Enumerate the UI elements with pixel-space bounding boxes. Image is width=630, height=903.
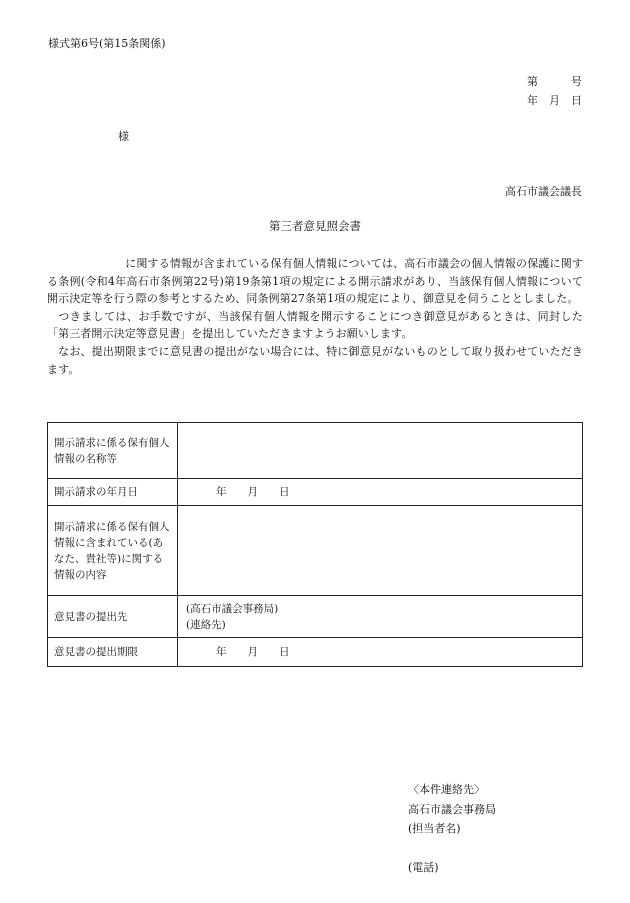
document-number-block: [527, 72, 582, 110]
deadline-date-value: 年 月 日: [216, 646, 290, 658]
body-paragraph-2: つきましては、お手数ですが、当該保有個人情報を開示することにつき御意見があるときは、同封した「第三者開示決定等意見書」を提出していただきますようお願いします。: [47, 309, 583, 341]
table-row: [48, 479, 583, 506]
info-table: [47, 422, 583, 667]
row-value-info-content: [178, 506, 583, 596]
row-value-submission-deadline: [178, 638, 583, 667]
addressee-suffix: 様: [118, 130, 129, 143]
document-date: 年 月 日: [527, 94, 582, 107]
request-date-value: 年 月 日: [216, 486, 290, 498]
contact-person: (担当者名): [408, 822, 461, 835]
submission-contact: (連絡先): [186, 618, 226, 631]
row-label-personal-info-name: 開示請求に係る保有個人情報の名称等: [48, 423, 178, 479]
row-value-submission-destination: [178, 596, 583, 638]
submission-office: (高石市議会事務局): [186, 602, 279, 615]
contact-heading: 〈本件連絡先〉: [408, 783, 485, 796]
row-value-request-date: [178, 479, 583, 506]
table-row: [48, 506, 583, 596]
body-text: [47, 255, 583, 378]
body-paragraph-3: なお、提出期限までに意見書の提出がない場合には、特に御意見がないものとして取り扱わせていただきます。: [47, 344, 583, 376]
row-label-submission-destination: 意見書の提出先: [48, 596, 178, 638]
contact-block: [408, 780, 496, 877]
document-title: 第三者意見照会書: [269, 219, 361, 233]
row-label-request-date: 開示請求の年月日: [48, 479, 178, 506]
row-value-personal-info-name: [178, 423, 583, 479]
table-row: [48, 423, 583, 479]
contact-phone: (電話): [408, 860, 439, 874]
contact-office: 高石市議会事務局: [408, 802, 496, 816]
row-label-info-content: 開示請求に係る保有個人情報に含まれている(あなた、貴社等)に関する情報の内容: [48, 506, 178, 596]
table-row: [48, 638, 583, 667]
form-number: 様式第6号(第15条関係): [48, 37, 166, 50]
table-row: [48, 596, 583, 638]
body-paragraph-1: に関する情報が含まれている保有個人情報については、高石市議会の個人情報の保護に関する条例(令和4年高石市条例第22号)第19条第1項の規定による開示請求があり、当該保有個人情報について開示決定等を行う際の参考とするため、同条例第27条第1項の規定により、御意見を伺うこととしました。: [47, 257, 583, 306]
document-number: 第 号: [527, 75, 582, 88]
sender-name: 高石市議会議長: [505, 185, 582, 198]
row-label-submission-deadline: 意見書の提出期限: [48, 638, 178, 667]
